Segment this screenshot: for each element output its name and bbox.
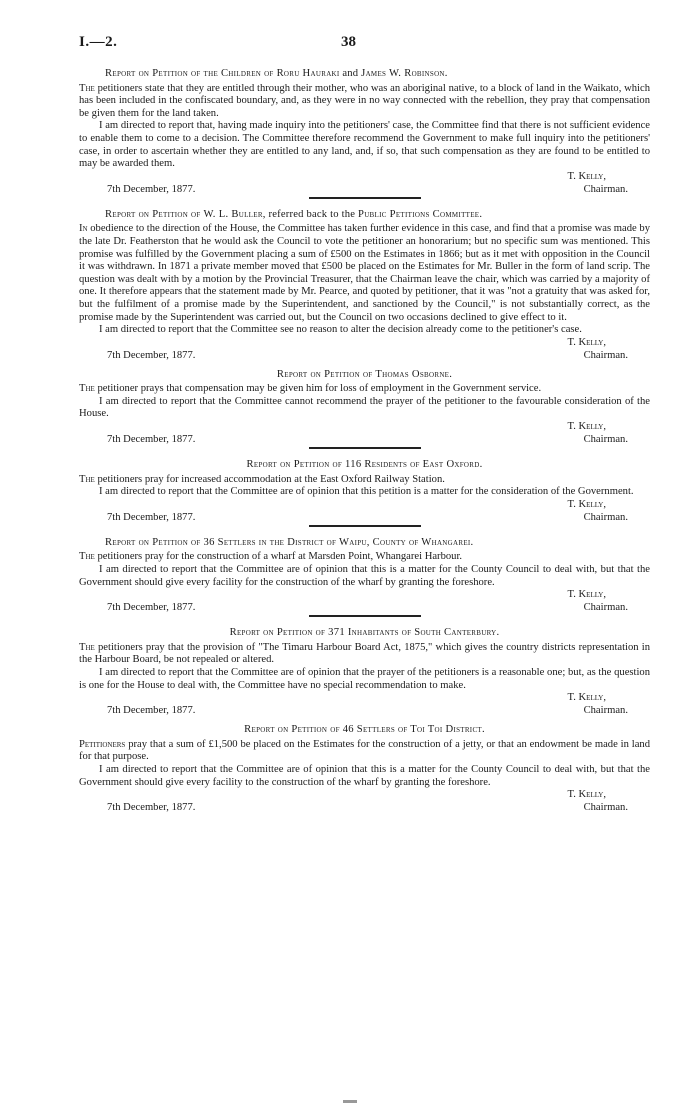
paragraph-lead: The [79, 82, 95, 94]
signatory-role: Chairman. [583, 511, 628, 523]
report-title [79, 724, 650, 737]
paragraph-lead: The [79, 473, 95, 485]
paragraph-text: I am directed to report that the Committee are of opinion that this is a matter for the County Council to deal with, but that the Government should give every facility to the construction of the wharf by granting the foreshore. [79, 763, 650, 788]
report-paragraph [79, 667, 650, 692]
signatory-name: T. Kelly, [567, 789, 606, 801]
paragraph-lead: In [79, 223, 88, 235]
title-part: Report on Petition of the [105, 68, 219, 79]
title-part: Report on Petition of [105, 208, 201, 220]
report-paragraph [79, 486, 650, 499]
signature-block [79, 499, 650, 525]
signatory-name: T. Kelly, [567, 170, 606, 182]
report-date: 7th December, 1877. [107, 705, 196, 717]
signatory-role: Chairman. [583, 349, 628, 361]
signatory-name: T. Kelly, [567, 336, 606, 348]
section-divider [309, 525, 421, 527]
report-osborne [79, 369, 650, 449]
paragraph-text: petitioners pray for the construction of a wharf at Marsden Point, Whangarei Harbour. [94, 551, 463, 563]
signatory-role: Chairman. [583, 183, 628, 195]
signature-block [79, 589, 650, 615]
report-paragraph [79, 564, 650, 589]
report-title [79, 627, 650, 640]
report-title [79, 459, 650, 472]
report-paragraph [79, 551, 650, 564]
paragraph-text: I am directed to report that the Committee are of opinion that this petition is a matter for the consideration of the Government. [99, 486, 634, 498]
section-divider [309, 615, 421, 617]
signatory-name: T. Kelly, [567, 421, 606, 433]
title-part: Thomas Osborne [375, 368, 450, 380]
title-part: Report on Petition of 116 [246, 459, 362, 471]
report-paragraph [79, 764, 650, 789]
title-part: Report on Petition of 371 [229, 627, 345, 639]
report-date: 7th December, 1877. [107, 802, 196, 814]
paragraph-text: I am directed to report that, having made inquiry into the petitioners' case, the Committee find that there is not sufficient evidence to enable them to come to a decision. The Committee therefore recommend the Government to make full inquiry into the petitioners' case, in order to ascertain whether they are entitled to any land, and, if so, that such compensation as they are found to be entitled to may be awarded them. [79, 120, 650, 170]
signature-block [79, 789, 650, 815]
paragraph-text: I am directed to report that the Committee are of opinion that the prayer of the petitioners is a reasonable one; but, as the question is one for the House to deal with, the Committee have no special recommendation to make. [79, 667, 650, 691]
report-waipu [79, 537, 650, 617]
page-number: 38 [341, 34, 356, 50]
signatory-role: Chairman. [583, 602, 628, 614]
signatory-role: Chairman. [583, 802, 628, 814]
title-part: Children of Roru Hauraki [220, 68, 340, 79]
report-title [79, 209, 650, 222]
signature-block [79, 421, 650, 447]
report-east-oxford [79, 459, 650, 527]
report-toi-toi [79, 724, 650, 815]
report-paragraph [79, 739, 650, 764]
title-part: . [479, 459, 483, 471]
report-date: 7th December, 1877. [107, 434, 196, 446]
signature-block [79, 692, 650, 718]
title-part: Report on Petition of 36 [105, 536, 215, 548]
report-paragraph [79, 83, 650, 121]
signatory-role: Chairman. [583, 705, 628, 717]
paragraph-text: petitioners pray that the provision of "The Timaru Harbour Board Act, 1875," which gives the country districts representation in the Harbour Board, be not repealed or altered. [79, 641, 650, 666]
title-part: . [470, 536, 474, 548]
report-south-canterbury [79, 627, 650, 718]
paragraph-text: I am directed to report that the Committee see no reason to alter the decision already come to the petitioner's case. [99, 324, 582, 336]
title-part: and [342, 68, 359, 79]
report-paragraph [79, 383, 650, 396]
document-code: I.—2. [79, 34, 118, 50]
paragraph-lead: Petitioners [79, 738, 126, 750]
page-header [79, 36, 650, 58]
paragraph-text: petitioners state that they are entitled through their mother, who was an aboriginal native, to a block of land in the Waikato, which has been included in the confiscated boundary, and, as they were in no way connected with the rebellion, they pray that compensation be given them for the land taken. [79, 82, 650, 119]
title-part: Inhabitants of South Canterbury [347, 627, 497, 639]
report-title [79, 537, 650, 550]
report-roru-hauraki [79, 68, 650, 199]
signatory-name: T. Kelly, [567, 498, 606, 510]
signatory-name: T. Kelly, [567, 692, 606, 704]
paragraph-text: pray that a sum of £1,500 be placed on the Estimates for the construction of a jetty, or that an endowment be made in land for that purpose. [79, 738, 650, 763]
paragraph-text: obedience to the direction of the House, the Committee has taken further evidence in this case, and find that a promise was made by the late Dr. Featherston that he would ask the Council to vote the petitioner an honorarium; but no specific sum was mentioned. This promise was fulfilled by the Government placing a sum of £500 on the Estimates in 1866; but as it met with opposition in the Council it was withdrawn. In 1871 a private member moved that £500 be placed on the Estimates for Mr. Buller in the form of land scrip. The question was dealt with by a motion by the Provincial Treasurer, that the Chairman leave the chair, which was carried by a majority of one. It therefore appears that the statement made by Mr. Pearce, and quoted by petitioner, that it was "not a gratuity that was asked for, but the fulfilment of a promise made by the Superintendent, and sanctioned by the Council," is not substantially correct, as the promise made by the Superintendent was carried out, but the Council on two occasions declined to give effect to it. [79, 223, 650, 323]
report-date: 7th December, 1877. [107, 183, 196, 195]
title-part: Report on Petition of [276, 368, 373, 380]
report-buller [79, 209, 650, 363]
signature-block [79, 337, 650, 363]
title-part: . [496, 627, 500, 639]
title-part: Report on Petition of 46 [244, 724, 354, 736]
report-date: 7th December, 1877. [107, 349, 196, 361]
paragraph-text: petitioners pray for increased accommodation at the East Oxford Railway Station. [94, 473, 445, 485]
title-part: Public Petitions Committee [358, 208, 480, 220]
signatory-role: Chairman. [583, 434, 628, 446]
title-part: Settlers of Toi Toi District [356, 724, 482, 736]
report-paragraph [79, 223, 650, 324]
report-title [79, 68, 650, 81]
title-part: , referred back to the [262, 208, 356, 220]
paragraph-text: petitioner prays that compensation may be given him for loss of employment in the Government service. [94, 383, 542, 395]
paragraph-lead: The [79, 551, 95, 563]
report-paragraph [79, 474, 650, 487]
signatory-name: T. Kelly, [567, 589, 606, 601]
title-part: . [479, 208, 483, 220]
paragraph-lead: The [79, 641, 95, 653]
title-part: . [449, 368, 453, 380]
report-date: 7th December, 1877. [107, 602, 196, 614]
title-part: . [444, 68, 448, 79]
section-divider [309, 197, 421, 199]
paragraph-text: I am directed to report that the Committee are of opinion that this is a matter for the County Council to deal with, but that the Government should give every facility for the construction of the wharf by granting the foreshore. [79, 564, 650, 588]
report-paragraph [79, 396, 650, 421]
paragraph-lead: The [79, 383, 95, 395]
report-paragraph [79, 120, 650, 170]
paragraph-text: I am directed to report that the Committee cannot recommend the prayer of the petitioner to the favourable consideration of the House. [79, 395, 650, 420]
printer-mark [343, 1100, 357, 1103]
title-part: James W. Robinson [361, 68, 445, 79]
report-paragraph [79, 324, 650, 337]
title-part: Residents of East Oxford [364, 459, 480, 471]
report-title [79, 369, 650, 382]
signature-block [79, 171, 650, 197]
section-divider [309, 447, 421, 449]
title-part: W. L. Buller [203, 208, 263, 220]
title-part: . [481, 724, 485, 736]
report-date: 7th December, 1877. [107, 511, 196, 523]
report-paragraph [79, 642, 650, 667]
title-part: Settlers in the District of Waipu, County of Whangarei [217, 536, 471, 548]
